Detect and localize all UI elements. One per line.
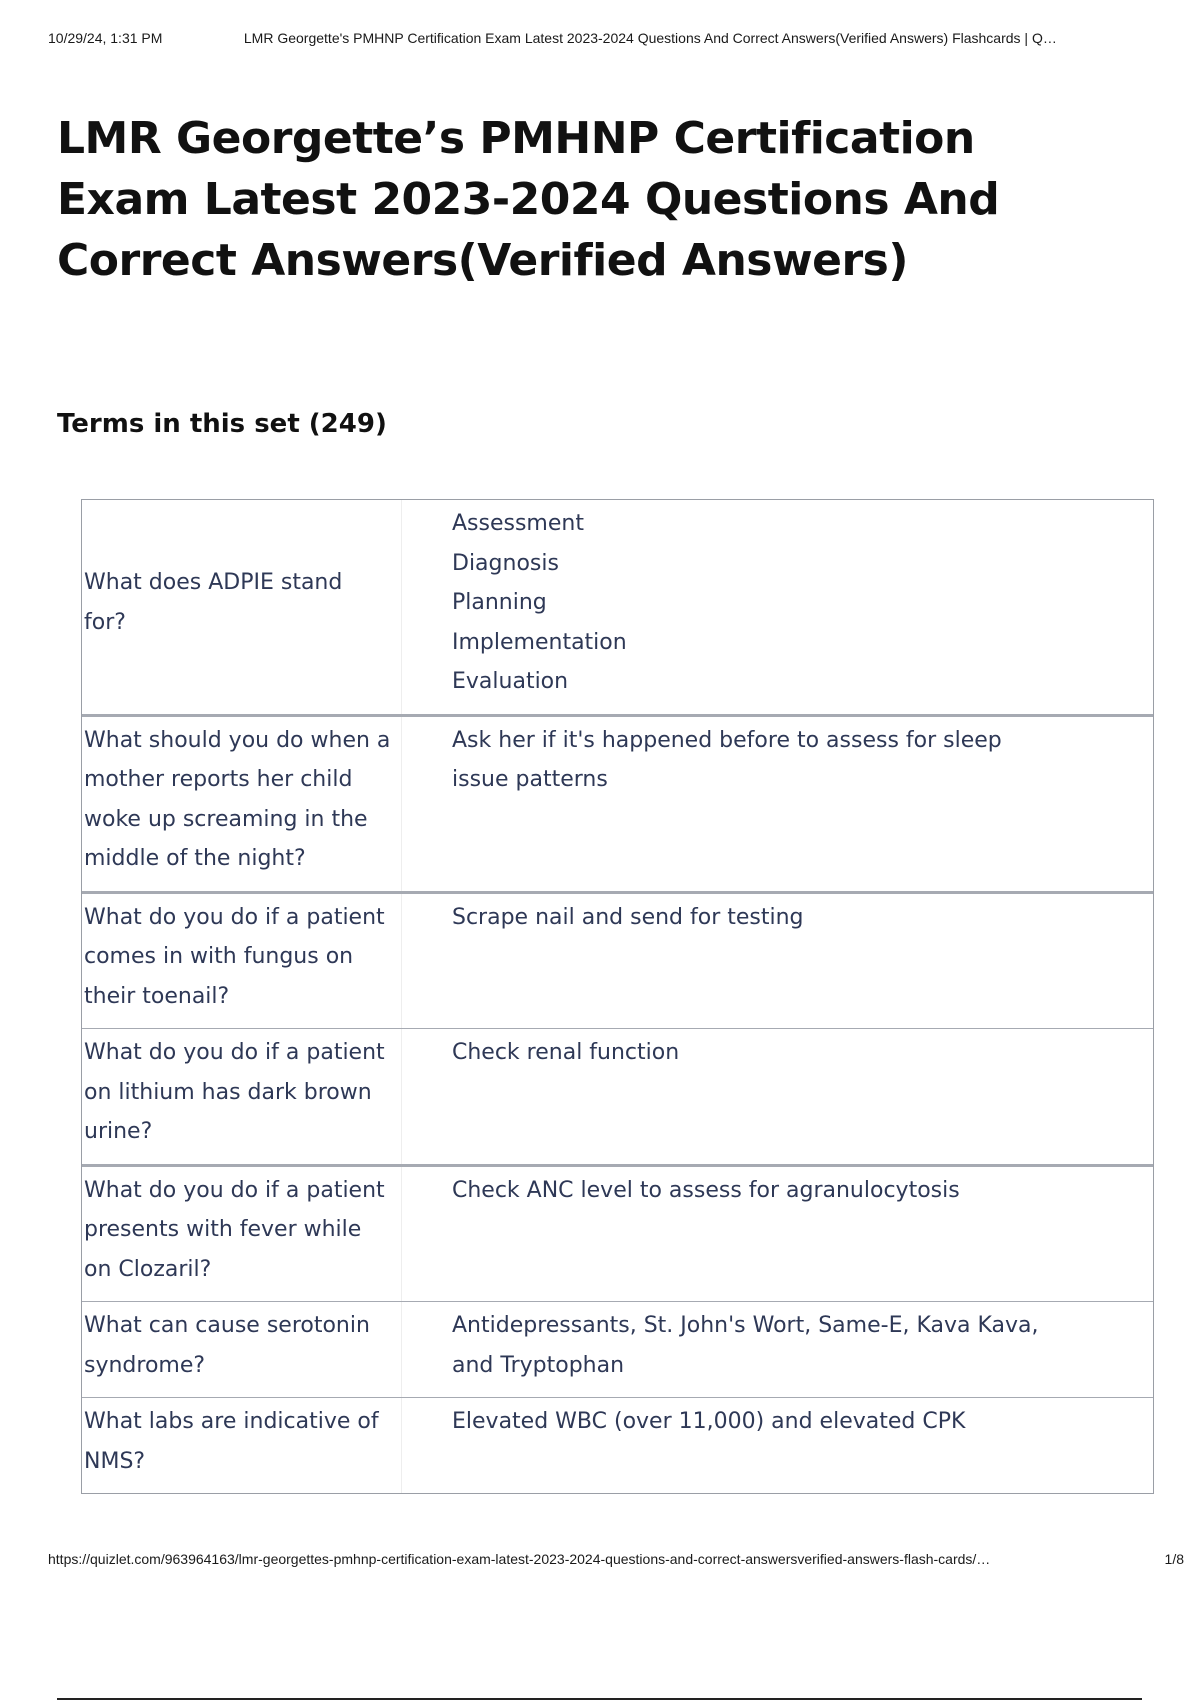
card-definition: Antidepressants, St. John's Wort, Same-E, Kava Kava, and Tryptophan xyxy=(452,1313,1039,1378)
card-term xyxy=(82,500,402,714)
definition-line: Assessment xyxy=(452,511,584,536)
source-url[interactable]: https://quizlet.com/963964163/lmr-georgettes-pmhnp-certification-exam-latest-2023-2024-questions-and-correct-answersverified-answers-flash-cards/… xyxy=(48,1551,991,1567)
card-definition xyxy=(402,500,1153,714)
flashcard-row xyxy=(82,717,1153,894)
card-term: What do you do if a patient on lithium has dark brown urine? xyxy=(82,1029,402,1164)
card-definition: Check renal function xyxy=(452,1040,680,1065)
flashcard-row xyxy=(82,1167,1153,1303)
terms-heading: Terms in this set (249) xyxy=(57,409,387,439)
definition-line: Implementation xyxy=(452,629,627,655)
definition-line: Diagnosis xyxy=(452,550,559,576)
print-date: 10/29/24, 1:31 PM xyxy=(48,30,163,46)
definition-line: Evaluation xyxy=(452,669,569,694)
card-term: What do you do if a patient comes in with fungus on their toenail? xyxy=(82,894,402,1029)
card-term: What should you do when a mother reports her child woke up screaming in the middle of the night? xyxy=(82,717,402,891)
card-definition: Elevated WBC (over 11,000) and elevated CPK xyxy=(452,1409,966,1434)
flashcard-row xyxy=(82,1398,1153,1493)
flashcard-row xyxy=(82,500,1153,717)
card-definition: Ask her if it's happened before to assess for sleep issue patterns xyxy=(452,727,1002,792)
print-footer xyxy=(48,1551,1184,1570)
flashcard-table xyxy=(81,499,1154,1494)
flashcard-row xyxy=(82,1302,1153,1398)
card-term: What can cause serotonin syndrome? xyxy=(82,1302,402,1397)
card-term: What labs are indicative of NMS? xyxy=(82,1398,402,1493)
card-term-text: What does ADPIE stand for? xyxy=(84,570,343,635)
flashcard-row xyxy=(82,894,1153,1030)
print-page-title: LMR Georgette's PMHNP Certification Exam Latest 2023-2024 Questions And Correct Answers(Verified Answers) Flashcards | Q… xyxy=(243,30,1057,46)
print-header xyxy=(48,30,1178,46)
page-number: 1/8 xyxy=(1164,1551,1184,1567)
flashcard-row xyxy=(82,1029,1153,1167)
card-definition: Scrape nail and send for testing xyxy=(452,904,804,930)
card-definition: Check ANC level to assess for agranulocytosis xyxy=(452,1177,960,1203)
definition-line: Planning xyxy=(452,590,547,615)
card-term: What do you do if a patient presents with fever while on Clozaril? xyxy=(82,1167,402,1302)
page-title: LMR Georgette’s PMHNP Certification Exam Latest 2023-2024 Questions And Correct Answers(Verified Answers) xyxy=(57,113,1000,286)
